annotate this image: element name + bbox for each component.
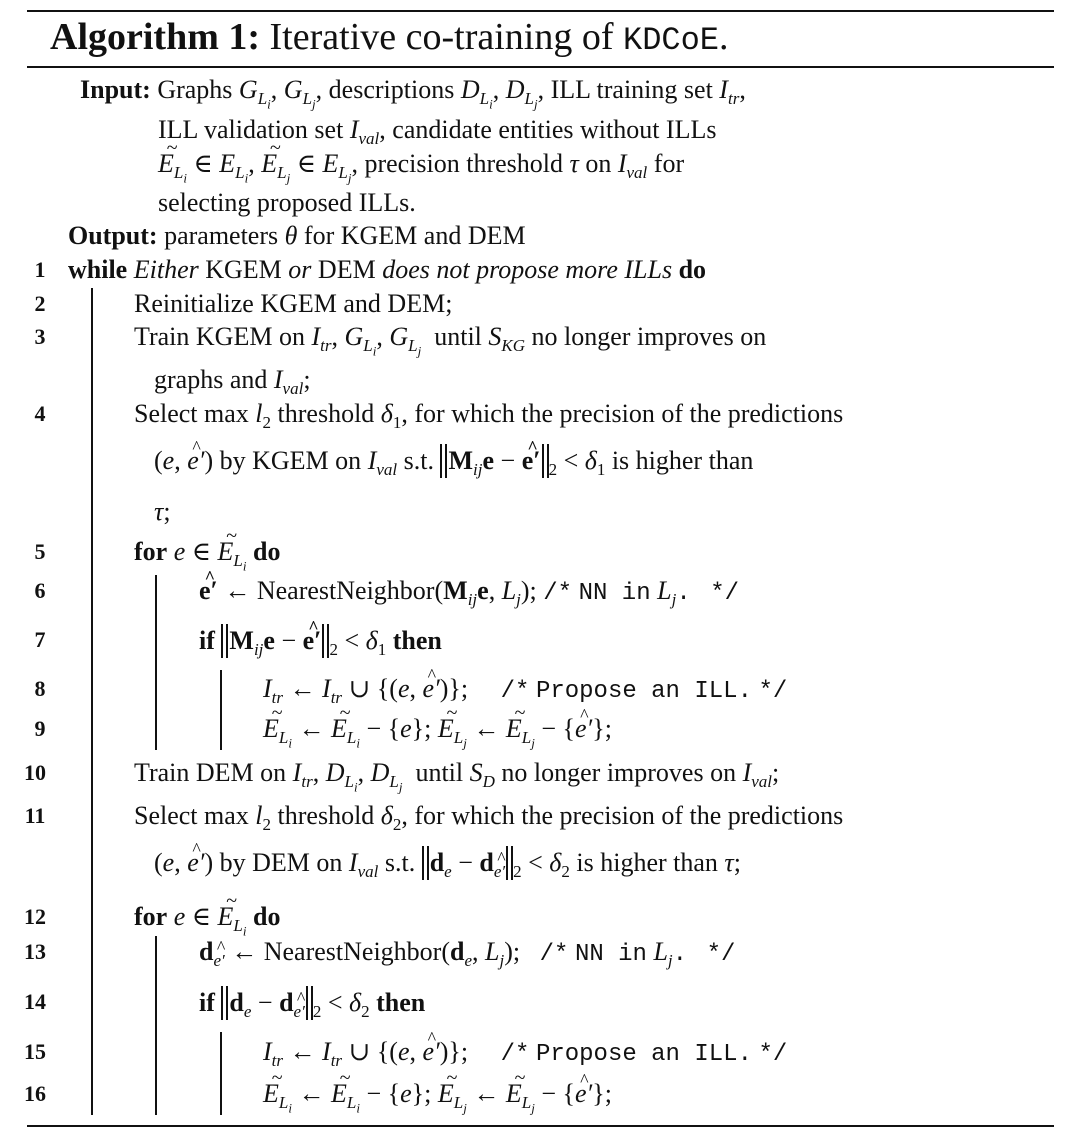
line-4-cont: (e, e′ ^) by KGEM on $I_{val}$ s.t. $M_{ij}e - e'$ ^ $_2 < \delta_1$ is higher than xyxy=(154,444,753,478)
line-number: 13 xyxy=(24,939,46,964)
header-rule xyxy=(27,66,1054,68)
line-8: $I_{tr}$ ← $I_{tr}$ ∪ {(e, e′ ^)}; /* Propose an ILL. */ xyxy=(263,673,787,708)
line-number: 16 xyxy=(24,1081,46,1106)
input-line-2: ILL validation set $I_{val}$, candidate entities without ILLs xyxy=(158,115,717,149)
line-number: 2 xyxy=(34,291,46,316)
for-block-bar-2 xyxy=(155,936,157,1115)
line-7: if $M_{ij}e - e'$ ^ $_2 < \delta_1$ then xyxy=(199,624,442,658)
line-9: E $\sim_{L_i}$ ← E $\sim_{L_i} - \{e\}$; E $\sim_{L_j}$ ← E $\sim_{L_j} - \{e'$ ^}; xyxy=(263,713,612,745)
line-3: Train KGEM on $I_{tr}$, $G_{L_i}$, $G_{L_j}$ until $S_{KG}$ no longer improves on xyxy=(134,322,767,359)
line-number: 1 xyxy=(34,257,46,282)
line-number: 9 xyxy=(34,716,46,741)
while-block-bar xyxy=(91,288,93,1115)
line-number: 4 xyxy=(34,401,46,426)
line-5: for e ∈ E $\sim_{L_i}$ do xyxy=(134,536,280,568)
line-2: Reinitialize KGEM and DEM; xyxy=(134,289,453,318)
line-15: $I_{tr}$ ← $I_{tr}$ ∪ {(e, e′ ^)}; /* Propose an ILL. */ xyxy=(263,1036,787,1071)
line-11: Select $\max l_2$ threshold $\delta_2$, for which the precision of the predictions xyxy=(134,801,844,835)
line-12: for e ∈ E $\sim_{L_i}$ do xyxy=(134,901,280,933)
line-14: if $d_e - d_{e'}$ $_2 < \delta_2$ then xyxy=(199,988,426,1022)
line-11-cont: (e, e′ ^) by DEM on $I_{val}$ s.t. $d_e - d_{e'}$ $_2 < \delta_2$ is higher than τ; xyxy=(154,846,741,880)
algorithm-title: Algorithm 1: Iterative co-training of KDCoE. xyxy=(50,16,729,59)
algorithm-title-mono: KDCoE xyxy=(622,22,719,59)
line-number: 6 xyxy=(34,578,46,603)
line-number: 14 xyxy=(24,989,46,1014)
if-block-bar-2 xyxy=(220,1032,222,1115)
output-line: Output: parameters θ for KGEM and DEM xyxy=(68,221,526,250)
input-line-1: Input: Graphs $G_{L_i}$, $G_{L_j}$, descriptions $D_{L_i}$, $D_{L_j}$, ILL training set $I_{tr}$, xyxy=(80,75,746,112)
line-6: e′ ^ ← $NearestNeighbor(M_{ij}e$, $L_j$); /* NN in $L_j$. */ xyxy=(199,575,739,610)
algorithm-title-text: Iterative co-training of xyxy=(269,16,614,58)
for-block-bar-1 xyxy=(155,575,157,750)
input-line-3: E $\sim_{L_i}$ ∈ $E_{L_i}$, E $\sim_{L_j}$ ∈ $E_{L_j}$, precision threshold τ on $I_{val}$ for xyxy=(158,148,684,180)
line-3-cont: graphs and $I_{val}$; xyxy=(154,365,311,399)
line-number: 3 xyxy=(34,324,46,349)
line-number: 12 xyxy=(24,904,46,929)
line-1: while Either KGEM or DEM does not propose more ILLs do xyxy=(68,255,707,284)
bottom-rule xyxy=(27,1125,1054,1127)
algorithm-label: Algorithm 1: xyxy=(50,16,261,58)
line-number: 5 xyxy=(34,539,46,564)
if-block-bar-1 xyxy=(220,670,222,750)
line-number: 7 xyxy=(34,627,46,652)
line-number: 8 xyxy=(34,676,46,701)
line-number: 15 xyxy=(24,1039,46,1064)
line-4-cont-2: τ; xyxy=(154,497,171,526)
input-line-4: selecting proposed ILLs. xyxy=(158,188,416,217)
line-4: Select $\max l_2$ threshold $\delta_1$, for which the precision of the predictions xyxy=(134,399,844,433)
line-10: Train DEM on $I_{tr}$, $D_{L_i}$, $D_{L_j}$ until $S_D$ no longer improves on $I_{val}$; xyxy=(134,758,780,795)
line-number: 11 xyxy=(24,803,46,828)
line-16: E $\sim_{L_i}$ ← E $\sim_{L_i} - \{e\}$; E $\sim_{L_j}$ ← E $\sim_{L_j} - \{e'$ ^}; xyxy=(263,1078,612,1110)
line-number: 10 xyxy=(24,760,46,785)
line-13: $d_{e'}$ ← $NearestNeighbor(d_e$, $L_j$); /* NN in $L_j$. */ xyxy=(199,937,736,971)
